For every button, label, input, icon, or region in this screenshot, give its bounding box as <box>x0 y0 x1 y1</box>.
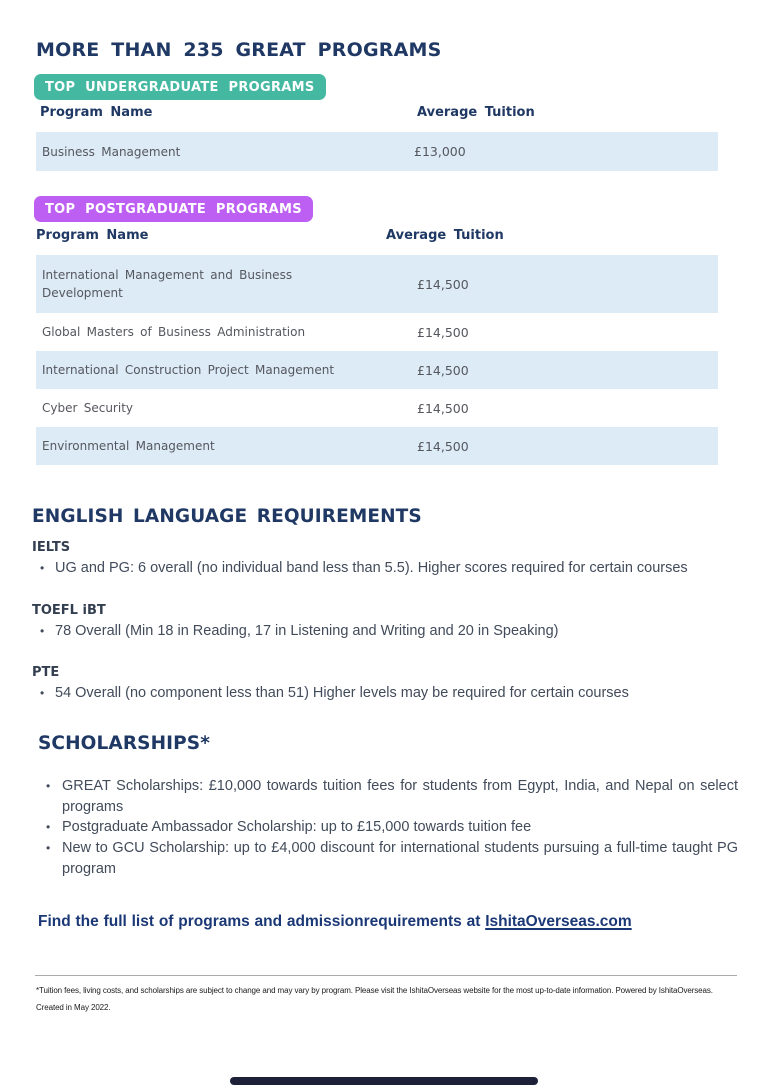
scholarship-item: • Postgraduate Ambassador Scholarship: up to £15,000 towards tuition fee <box>46 817 738 838</box>
footnote-divider <box>35 975 737 976</box>
table-row <box>36 255 718 313</box>
ishitaoverseas-link[interactable]: IshitaOverseas.com <box>485 913 632 930</box>
toefl-requirement-text: 78 Overall (Min 18 in Reading, 17 in Listening and Writing and 20 in Speaking) <box>55 623 559 639</box>
table-row <box>36 132 718 171</box>
pte-requirement <box>40 684 746 703</box>
home-indicator-bar <box>230 1077 538 1085</box>
postgraduate-badge <box>34 196 313 222</box>
table-row <box>36 389 718 427</box>
ielts-subheading: IELTS <box>32 540 71 555</box>
undergraduate-badge <box>34 74 326 100</box>
bullet-icon: • <box>40 686 45 700</box>
bullet-icon: • <box>40 624 45 638</box>
footnote <box>36 982 748 1016</box>
column-header-program: Program Name <box>40 105 153 120</box>
bullet-icon: • <box>40 561 45 575</box>
tuition-cell: £13,000 <box>414 144 466 159</box>
scholarships-heading: SCHOLARSHIPS* <box>38 733 211 754</box>
undergraduate-badge-label: TOP UNDERGRADUATE PROGRAMS <box>45 79 315 95</box>
find-programs-line <box>38 913 632 931</box>
program-name-cell: International Construction Project Management <box>42 363 335 377</box>
table-row <box>36 427 718 465</box>
column-header-tuition: Average Tuition <box>386 228 504 243</box>
scholarship-item: • New to GCU Scholarship: up to £4,000 discount for international students pursuing a full-time taught PG program <box>46 838 738 879</box>
program-name-cell: International Management and Business Development <box>42 268 293 300</box>
program-name-cell: Cyber Security <box>42 401 134 415</box>
undergraduate-table-header <box>36 105 718 120</box>
postgraduate-badge-label: TOP POSTGRADUATE PROGRAMS <box>45 201 302 217</box>
tuition-cell: £14,500 <box>417 400 469 416</box>
pte-requirement-text: 54 Overall (no component less than 51) Higher levels may be required for certain courses <box>55 685 629 701</box>
postgraduate-table-header <box>36 228 718 243</box>
ielts-requirement-text: UG and PG: 6 overall (no individual band less than 5.5). Higher scores required for certain courses <box>55 560 688 576</box>
pte-subheading: PTE <box>32 665 60 680</box>
column-header-tuition: Average Tuition <box>417 105 535 120</box>
table-row <box>36 313 718 351</box>
scholarship-item: • GREAT Scholarships: £10,000 towards tuition fees for students from Egypt, India, and Nepal on select programs <box>46 776 738 817</box>
postgraduate-table <box>36 228 718 465</box>
page-title: MORE THAN 235 GREAT PROGRAMS <box>36 39 442 61</box>
find-programs-text: Find the full list of programs and admissionrequirements at <box>38 913 486 930</box>
ielts-requirement <box>40 559 746 578</box>
program-name-cell: Business Management <box>42 144 181 159</box>
tuition-cell: £14,500 <box>417 438 469 454</box>
english-requirements-heading: ENGLISH LANGUAGE REQUIREMENTS <box>32 506 422 527</box>
undergraduate-table <box>36 105 718 171</box>
program-name-cell: Environmental Management <box>42 439 215 453</box>
toefl-requirement <box>40 622 746 641</box>
tuition-cell: £14,500 <box>417 324 469 340</box>
tuition-cell: £14,500 <box>417 276 469 292</box>
toefl-subheading: TOEFL iBT <box>32 603 106 618</box>
footnote-line: Created in May 2022. <box>36 1003 111 1012</box>
footnote-line: *Tuition fees, living costs, and scholarships are subject to change and may vary by program. Please visit the IshitaOverseas website for the most up-to-date information. Powered by IshitaOverseas. <box>36 986 713 995</box>
column-header-program: Program Name <box>36 228 149 243</box>
table-row <box>36 351 718 389</box>
scholarships-list <box>46 776 738 880</box>
program-name-cell: Global Masters of Business Administration <box>42 325 306 339</box>
tuition-cell: £14,500 <box>417 362 469 378</box>
